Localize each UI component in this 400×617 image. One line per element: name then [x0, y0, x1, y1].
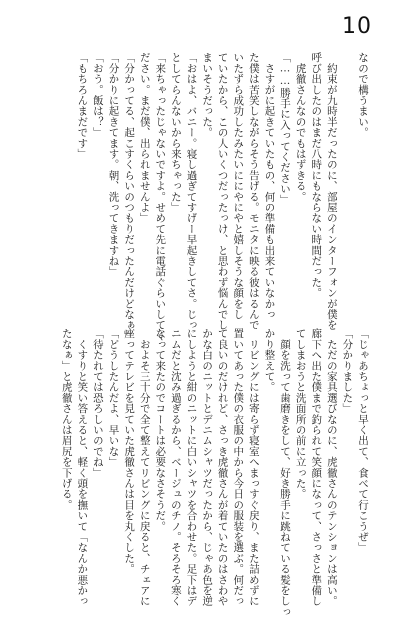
text-line: たなぁ」と虎徹さんは眉尻を下げる。 — [60, 328, 73, 510]
text-line: にしようと紺のニットに白いシャツを合わせた。足下はデ — [185, 328, 198, 607]
text-line: 廊下へ出た僕まで釣られて笑顔になって、さっさと準備し — [310, 328, 323, 607]
text-line: 「分かりました」 — [341, 328, 354, 414]
text-line: としてらんないから来ちゃった」 — [169, 52, 182, 213]
text-line: 「待たれては恐ろしいのでね」 — [91, 328, 104, 478]
text-line: 座ってテレビを見ていた虎徹さんは目を丸くした。 — [123, 328, 136, 575]
text-line: て良いのだけれど、さっき虎徹さんが着ていたのはさわや — [216, 328, 229, 607]
text-line: およそ三十分で全て整えてリビングに戻ると、チェアに — [138, 328, 151, 607]
text-line: 「……勝手に入ってください」 — [279, 52, 292, 205]
text-line: 虎徹さんなのでもはずきる。 — [294, 52, 307, 202]
text-line: ただの家具選びなのに、虎徹さんのテンションは高い。 — [325, 328, 338, 607]
text-line: 「分かりに起きてます。朝、洗ってきますね」 — [107, 52, 120, 277]
text-line: かな白のニットとデニムシャツだったから、じゃあ色を逆 — [201, 328, 214, 607]
text-line: 「おはよ、バニー。寝し過ぎてすげー早起きしてさ。じっ — [185, 52, 198, 331]
bottom-text-block — [58, 328, 370, 617]
text-line: 約束が九時半だったのに、部屋のインターフォンが僕を — [325, 52, 338, 331]
text-line: なので構うまい。 — [357, 52, 369, 138]
text-line: まいそうだった。 — [201, 52, 214, 138]
text-line: 呼び出したのはまだ八時にもならない時間だった。 — [310, 52, 323, 299]
text-line: くすりと笑い答えると、軽く頭を撫いて「なんか悪かっ — [76, 328, 89, 607]
text-line: 「じゃあちょっと早く出て、食べて行こうぜ」 — [357, 328, 369, 553]
text-line: 「どうしたんだよ、早いな」 — [107, 328, 120, 468]
text-line: 顔を洗って歯磨きをして、好き勝手に跳ねている髪をしっ — [279, 328, 292, 617]
text-line: 置いてあった僕の衣服の中から今日の服装を選ぶ。何だっ — [232, 328, 245, 607]
text-line: た僕は苦笑しながらそう告げる。モニタに映る彼はるんで — [247, 52, 260, 331]
text-line: リビングには寄らず寝室へまっすぐ戻り、また詰めずに — [247, 328, 260, 607]
page-number: 10 — [342, 14, 372, 39]
text-line: ニムだと沈み過ぎるから、ベージュのチノ。そろそろ寒く — [169, 328, 182, 607]
text-line: 「分かってる、起こすくらいのつもりだったんだけどなぁ」 — [123, 52, 136, 341]
text-line: かり整えて。 — [263, 328, 276, 393]
text-line: 「もちろんまだです」 — [76, 52, 89, 159]
text-line: ださい。まだ僕、出られませんよ」 — [138, 52, 151, 224]
text-line: ていたから、この人いくつだったっけ、と思わず悩んでし — [216, 52, 229, 331]
text-line: 「おう。飯は？」 — [91, 52, 104, 138]
text-line: てしまおうと洗面所の前に立った。 — [294, 328, 307, 500]
text-line: 「来ちゃったじゃないですよ。せめて先に電話ぐらいしてく — [154, 52, 167, 341]
text-line — [339, 52, 355, 312]
text-line: さすがに起きていたもの、何の準備も出来ていなかっ — [263, 52, 276, 320]
text-line: いたずら成功したみたいににやにやと嬉しそうな顔をし — [232, 52, 245, 320]
top-text-block — [74, 52, 370, 341]
text-line: なって来たのでコートは必要なさそうだ。 — [154, 328, 167, 532]
